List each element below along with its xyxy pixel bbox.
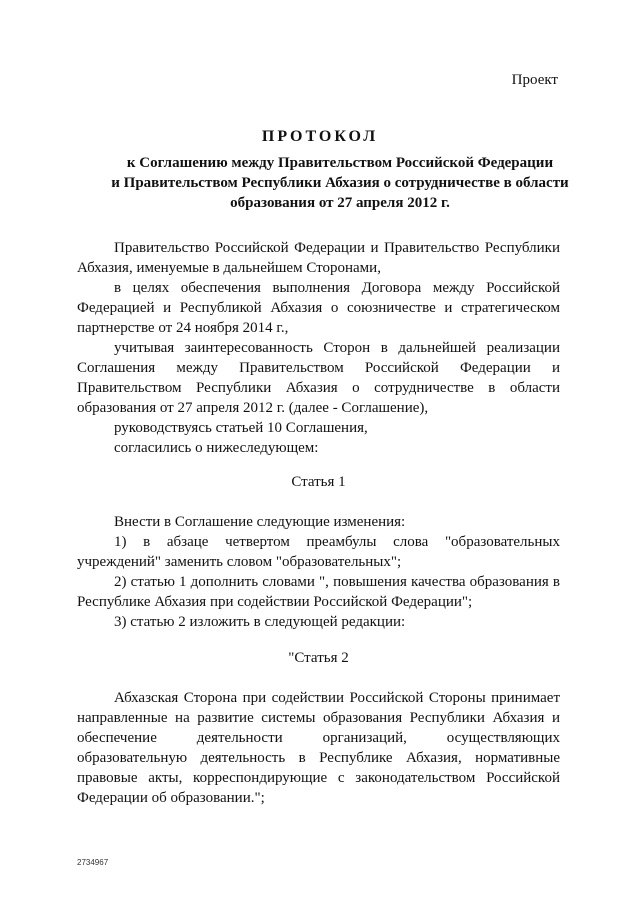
preamble-paragraph: согласились о нижеследующем:	[114, 440, 319, 456]
article-1	[77, 472, 560, 492]
preamble-paragraph: в целях обеспечения выполнения Договора между Российской Федерацией и Республикой Абхазия о союзничестве и стратегическом партнерстве от 24 ноября 2014 г.,	[77, 280, 560, 336]
article-1-item: 2) статью 1 дополнить словами ", повышения качества образования в Республике Абхазия при содействии Российской Федерации";	[77, 574, 560, 610]
article-2-body	[77, 688, 560, 808]
preamble-paragraph: руководствуясь статьей 10 Соглашения,	[114, 420, 368, 436]
article-2	[77, 648, 560, 668]
article-1-item: Внести в Соглашение следующие изменения:	[114, 514, 406, 530]
document-subtitle	[60, 153, 620, 213]
subtitle-line: к Соглашению между Правительством Российской Федерации	[126, 155, 554, 171]
draft-label: Проект	[511, 72, 558, 88]
preamble-paragraph: учитывая заинтересованность Сторон в дальнейшей реализации Соглашения между Правительством Российской Федерации и Правительством Республики Абхазия о сотрудничестве в области образования от 27 апреля 2012 г. (далее - Соглашение),	[77, 340, 560, 416]
article-2-heading: "Статья 2	[288, 650, 349, 666]
preamble-paragraph: Правительство Российской Федерации и Правительство Республики Абхазия, именуемые в дальнейшем Сторонами,	[77, 240, 560, 276]
preamble	[77, 238, 560, 458]
article-1-heading: Статья 1	[291, 474, 346, 490]
subtitle-line: образования от 27 апреля 2012 г.	[230, 195, 450, 211]
document-title: ПРОТОКОЛ	[261, 128, 379, 145]
article-2-text: Абхазская Сторона при содействии Российской Стороны принимает направленные на развитие системы образования Республики Абхазия и обеспечение деятельности организаций, осуществляющих образовательную деятельность в Республике Абхазия, нормативные правовые акты, корреспондирующие с законодательством Российской Федерации об образовании.";	[77, 690, 560, 806]
subtitle-line: и Правительством Республики Абхазия о сотрудничестве в области	[111, 175, 569, 191]
document-number: 2734967	[77, 858, 109, 867]
article-1-item: 3) статью 2 изложить в следующей редакции:	[114, 614, 406, 630]
article-1-item: 1) в абзаце четвертом преамбулы слова "образовательных учреждений" заменить словом "образовательных";	[77, 534, 560, 570]
article-1-body	[77, 512, 560, 632]
